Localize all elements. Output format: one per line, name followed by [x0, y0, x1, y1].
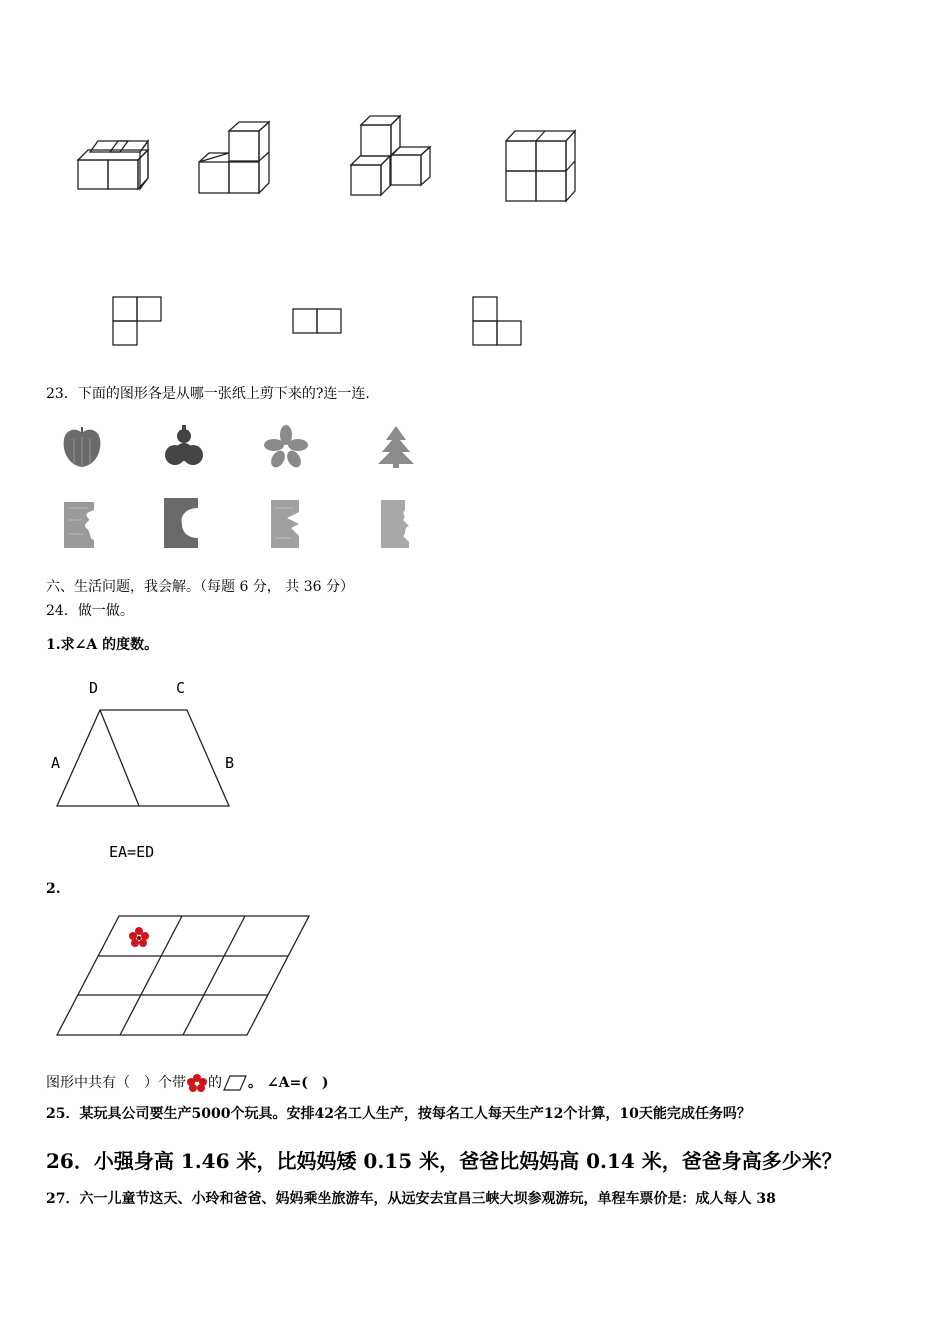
section6-title: 六、生活问题，我会解。（每题 6 分， 共 36 分） [46, 579, 354, 595]
q27-text: 27．六一儿童节这天、小玲和爸爸、妈妈乘坐旅游车，从远安去宜昌三峡大坝参观游玩，单程车票价是：成人每人 38 [46, 1191, 776, 1207]
point-b-label: B [225, 754, 235, 772]
q26-text: 26．小强身高 1.46 米，比妈妈矮 0.15 米，爸爸比妈妈高 0.14 米，爸爸身高多少米？ [46, 1149, 842, 1173]
q24-part2-question [46, 1073, 328, 1093]
q24-part2-prefix: 图形中共有（ ）个带 [46, 1075, 186, 1091]
inline-flower-icon [186, 1073, 208, 1093]
red-flower-icon [128, 926, 150, 948]
q24-part2-label: 2. [46, 881, 61, 897]
point-a-label: A [51, 754, 61, 772]
q23-title: 23．下面的图形各是从哪一张纸上剪下来的?连一连. [46, 386, 370, 402]
point-d-label: D [89, 679, 99, 697]
q24-part2-middle: 的 [208, 1075, 222, 1091]
q24-part1-label: 1.求∠A 的度数。 [46, 637, 159, 653]
inline-parallelogram-icon [222, 1074, 248, 1092]
q24-title: 24．做一做。 [46, 603, 134, 619]
point-c-label: C [176, 679, 186, 697]
condition-text: EA=ED [109, 843, 155, 861]
q25-text: 25．某玩具公司要生产5000个玩具。安排42名工人生产，按每名工人每天生产12个计算，10天能完成任务吗？ [46, 1106, 751, 1122]
q24-part2-suffix: 。 ∠A=( ) [248, 1075, 329, 1091]
